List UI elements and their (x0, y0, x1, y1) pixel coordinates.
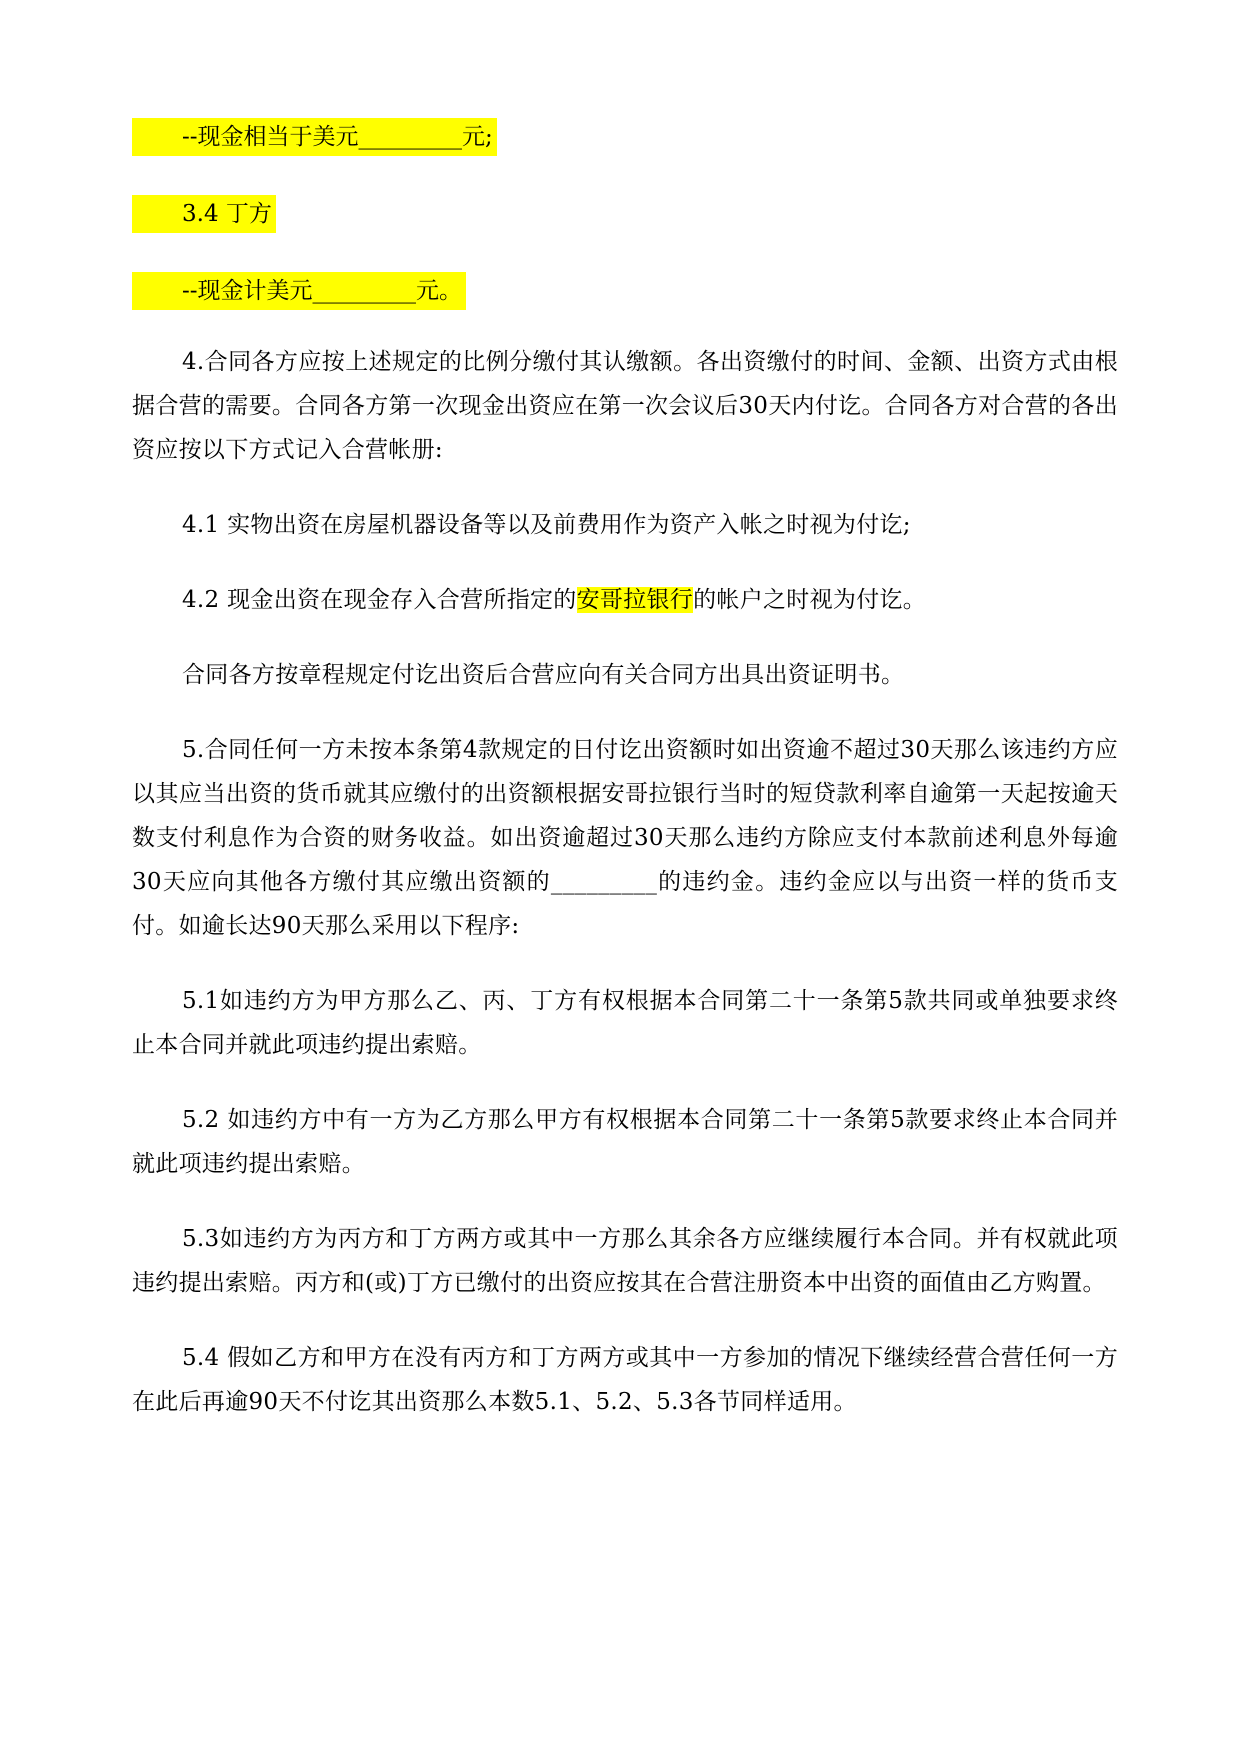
highlighted-line-cash-usd-equivalent (132, 118, 1118, 156)
paragraph-clause-5-4: 5.4 假如乙方和甲方在没有丙方和丁方两方或其中一方参加的情况下继续经营合营任何一方在此后再逾90天不付讫其出资那么本数5.1、5.2、5.3各节同样适用。 (132, 1345, 1118, 1415)
paragraph-clause-5-3: 5.3如违约方为丙方和丁方两方或其中一方那么其余各方应继续履行本合同。并有权就此项违约提出索赔。丙方和(或)丁方已缴付的出资应按其在合营注册资本中出资的面值由乙方购置。 (132, 1226, 1118, 1296)
clause-4-2-text-before: 4.2 现金出资在现金存入合营所指定的 (182, 587, 577, 613)
highlighted-line-cash-usd-total (132, 272, 1118, 310)
highlight-bank-name: 安哥拉银行 (576, 587, 694, 613)
document-body (132, 118, 1118, 1455)
clause-4-2-text-after: 的帐户之时视为付讫。 (693, 587, 927, 613)
highlight-cash-usd-equivalent: --现金相当于美元_________元; (132, 118, 497, 156)
paragraph-clause-5-1: 5.1如违约方为甲方那么乙、丙、丁方有权根据本合同第二十一条第5款共同或单独要求终止本合同并就此项违约提出索赔。 (132, 988, 1118, 1058)
paragraph-clause-4-1: 4.1 实物出资在房屋机器设备等以及前费用作为资产入帐之时视为付讫; (182, 512, 911, 538)
highlight-party-d-heading: 3.4 丁方 (132, 195, 276, 233)
paragraph-clause-5: 5.合同任何一方未按本条第4款规定的日付讫出资额时如出资逾不超过30天那么该违约方应以其应当出资的货币就其应缴付的出资额根据安哥拉银行当时的短贷款利率自逾第一天起按逾天数支付利息作为合资的财务收益。如出资逾超过30天那么违约方除应支付本款前述利息外每逾30天应向其他各方缴付其应缴出资额的_________的违约金。违约金应以与出资一样的货币支付。如逾长达90天那么采用以下程序: (132, 737, 1118, 939)
paragraph-contribution-certificate: 合同各方按章程规定付讫出资后合营应向有关合同方出具出资证明书。 (182, 662, 905, 688)
paragraph-clause-4-2 (132, 578, 1118, 622)
paragraph-clause-4: 4.合同各方应按上述规定的比例分缴付其认缴额。各出资缴付的时间、金额、出资方式由根据合营的需要。合同各方第一次现金出资应在第一次会议后30天内付讫。合同各方对合营的各出资应按以下方式记入合营帐册: (132, 349, 1118, 463)
highlight-cash-usd-total: --现金计美元_________元。 (132, 272, 466, 310)
highlighted-line-party-d (132, 195, 1118, 233)
paragraph-clause-5-2: 5.2 如违约方中有一方为乙方那么甲方有权根据本合同第二十一条第5款要求终止本合同并就此项违约提出索赔。 (132, 1107, 1118, 1177)
